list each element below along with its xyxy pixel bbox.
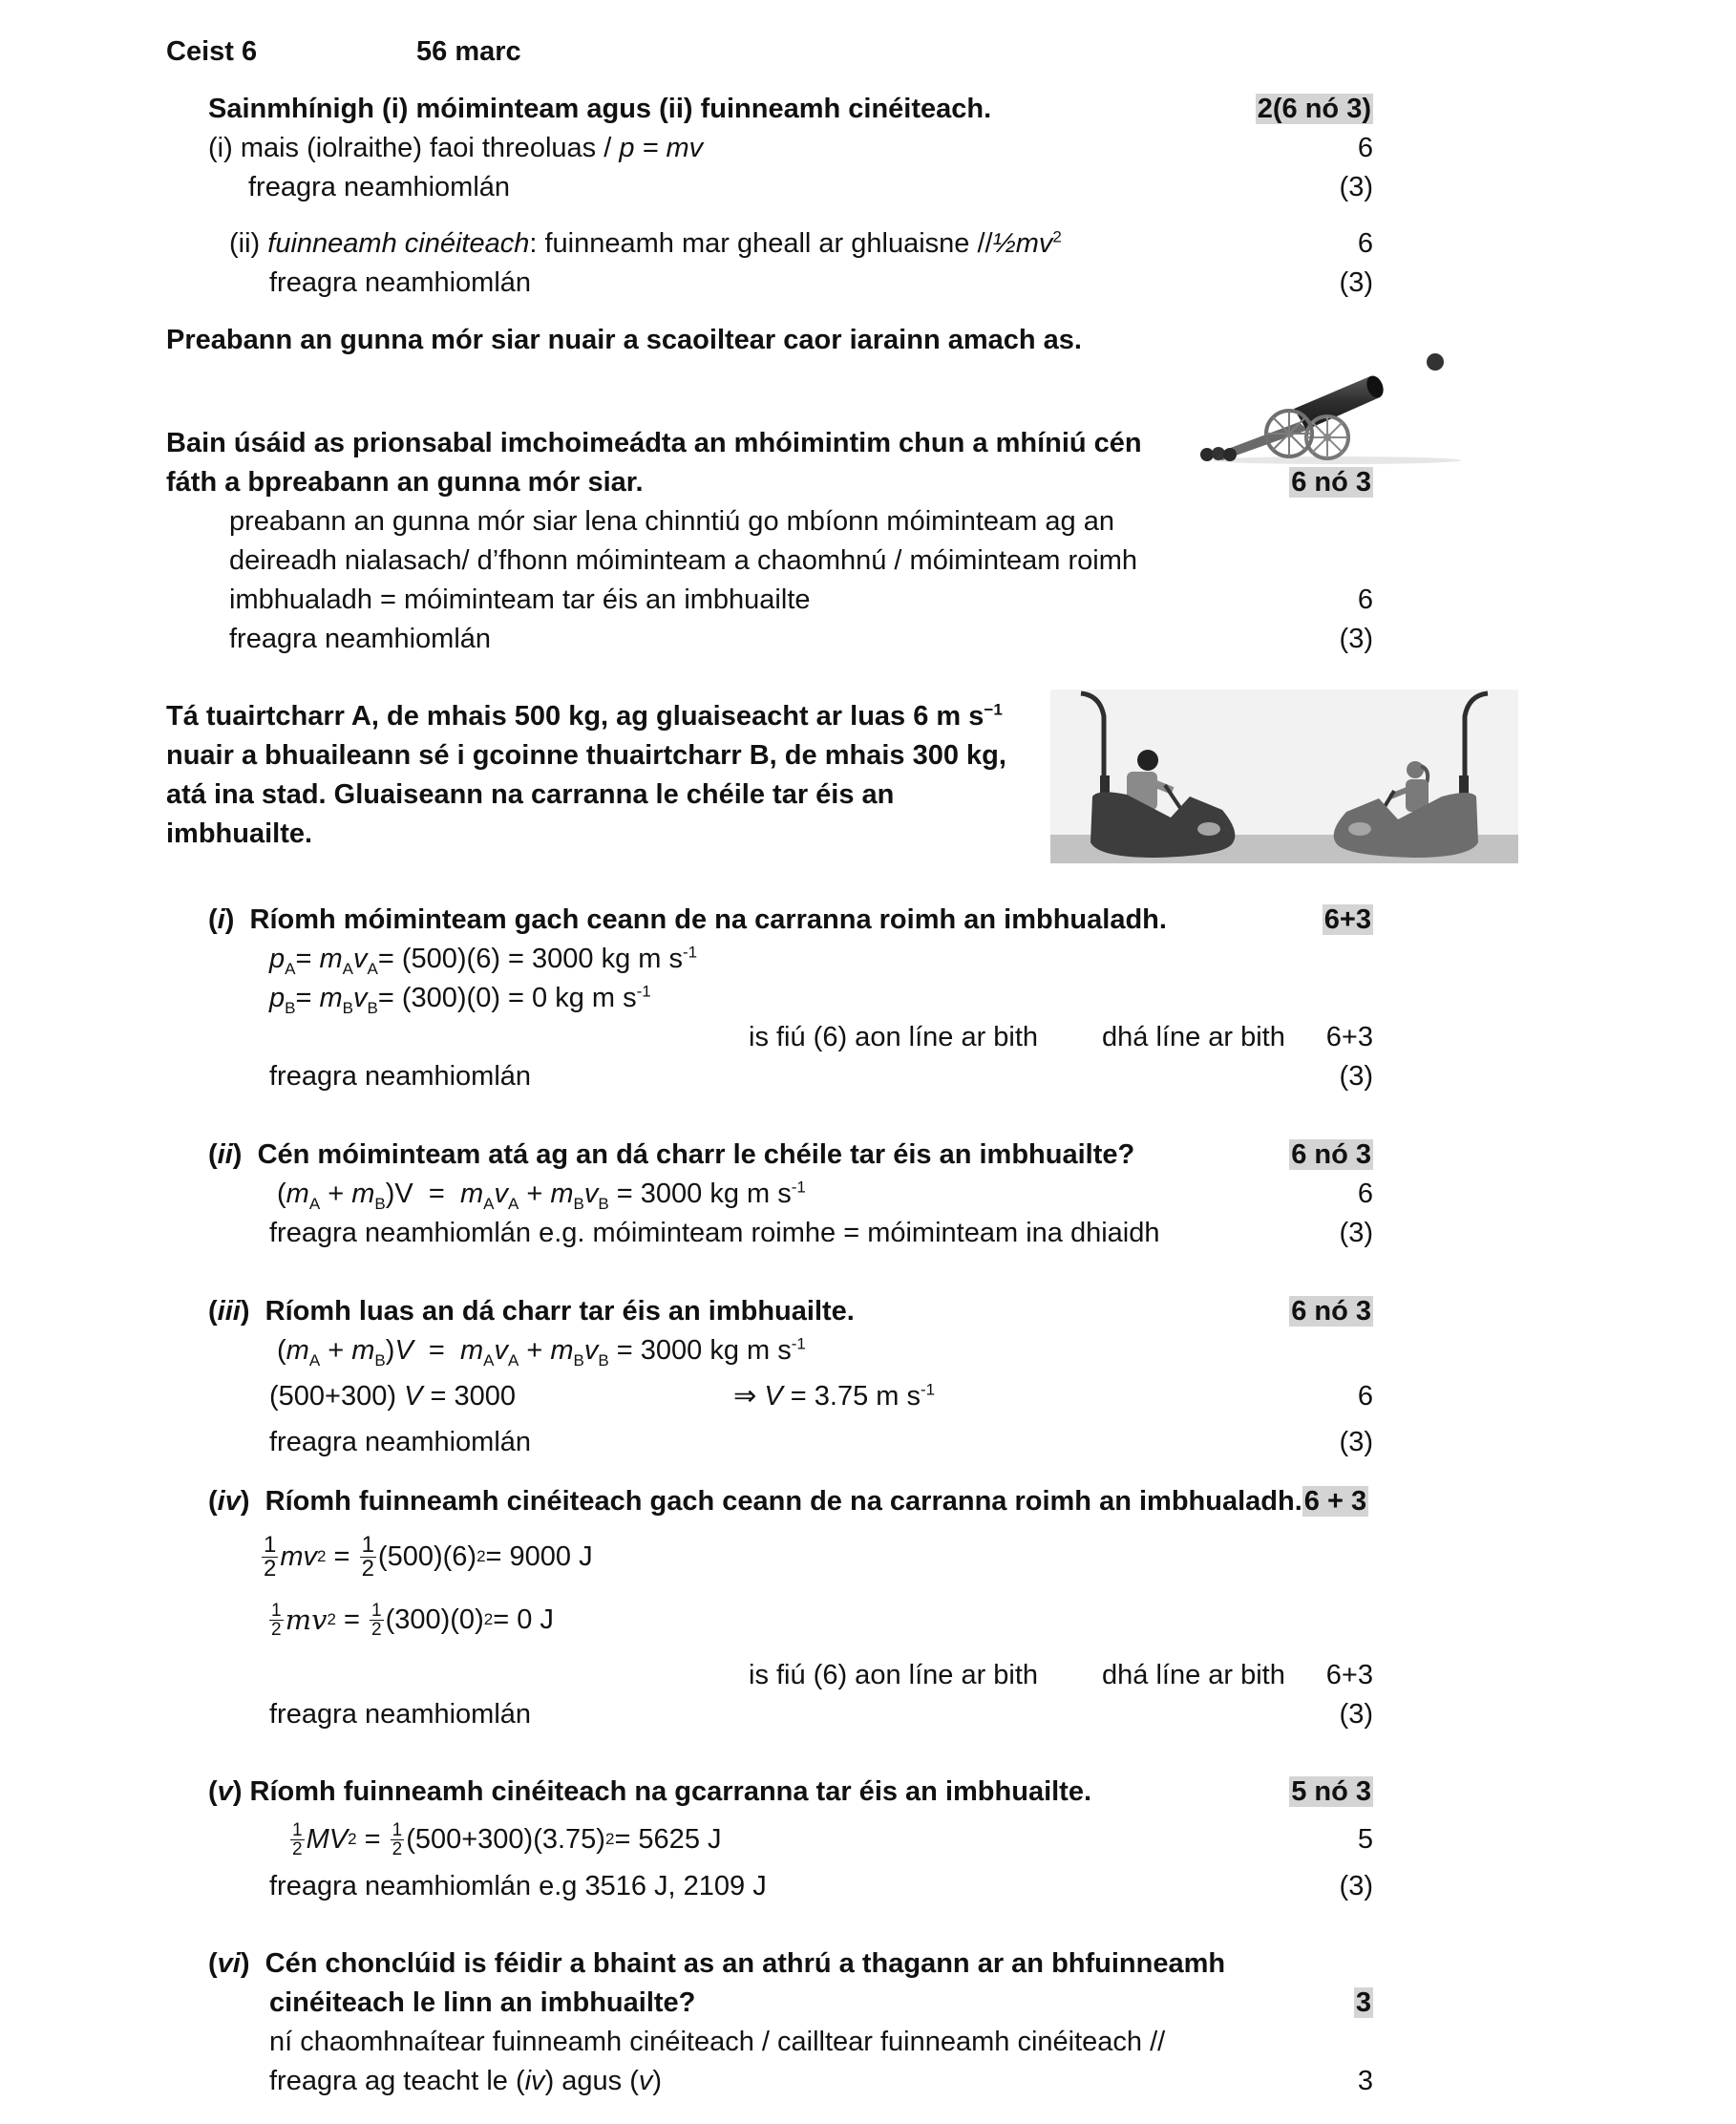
- question-iv-any-two-lines: dhá líne ar bith: [1102, 1660, 1285, 1690]
- question-vi-prompt-line1: (vi) Cén chonclúid is féidir a bhaint as an athrú a thagann ar an bhfuinneamh: [208, 1948, 1226, 1979]
- question-iii-partial: freagra neamhiomlán: [269, 1427, 532, 1457]
- bumper-line3: atá ina stad. Gluaiseann na carranna le chéile tar éis an: [166, 779, 895, 810]
- question-ii-equation-mark: 6: [1357, 1179, 1373, 1209]
- question-number: Ceist 6: [166, 36, 258, 67]
- question-iv-prompt: (iv) Ríomh fuinneamh cinéiteach gach ceann de na carranna roimh an imbhualadh.6 + 3: [208, 1486, 1367, 1517]
- question-ii-partial: freagra neamhiomlán e.g. móiminteam roimhe = móiminteam ina dhiaidh: [269, 1218, 1160, 1248]
- cannon-answer-line2: deireadh nialasach/ d’fhonn móiminteam a chaomhnú / móiminteam roimh: [229, 545, 1138, 576]
- cannon-prompt-line2: fáth a bpreabann an gunna mór siar.: [166, 467, 644, 498]
- question-iii-result: ⇒ V = 3.75 m $s^{-1}$: [733, 1380, 936, 1412]
- question-iv-mark: 6 + 3: [1303, 1486, 1367, 1517]
- ke-after-collision: $\frac{1}{2}$ MV 2 = $\frac{1}{2}$ (500+300)(3.75) 2 = 5625 J: [292, 1819, 722, 1859]
- question-iii-calc-mark: 6: [1357, 1381, 1373, 1412]
- definition-i-mark: 6: [1357, 133, 1373, 163]
- question-ii-mark: 6 nó 3: [1291, 1139, 1371, 1170]
- question-i-prompt: (i) Ríomh móiminteam gach ceann de na carranna roimh an imbhualadh.: [208, 904, 1167, 935]
- cannon-answer-line3: imbhualadh = móiminteam tar éis an imbhuailte: [229, 584, 811, 615]
- cannon-answer-line1: preabann an gunna mór siar lena chinntiú go mbíonn móiminteam ag an: [229, 506, 1114, 537]
- bumper-line1: Tá tuairtcharr A, de mhais 500 kg, ag gluaiseacht ar luas 6 m $s^{-1}$: [166, 700, 1003, 732]
- question-i-any-two-mark: 6+3: [1325, 1022, 1373, 1052]
- definition-ii-mark: 6: [1357, 228, 1373, 259]
- bumper-line2: nuair a bhuaileann sé i gcoinne thuairtcharr B, de mhais 300 kg,: [166, 740, 1006, 771]
- cannon-partial: freagra neamhiomlán: [229, 624, 492, 654]
- ke-before-car-a: $\frac{1}{2}$ mv 2 = $\frac{1}{2}$ (500)(6) 2 = 9000 J: [264, 1531, 593, 1582]
- cannon-partial-mark: (3): [1339, 624, 1373, 654]
- cannon-image: [1184, 334, 1490, 468]
- cannon-statement: Preabann an gunna mór siar nuair a scaoiltear caor iarainn amach as.: [166, 325, 1082, 355]
- cannon-mark: 6 nó 3: [1291, 467, 1371, 498]
- question-i-any-two-lines: dhá líne ar bith: [1102, 1022, 1285, 1052]
- question-ii-prompt: (ii) Cén móiminteam atá ag an dá charr le chéile tar éis an imbhuailte?: [208, 1139, 1135, 1170]
- definition-ii-answer: (ii) fuinneamh cinéiteach: fuinneamh mar gheall ar ghluaisne $//\frac{1}{2}mv^2$: [229, 227, 1062, 259]
- momentum-a-line: $p_A= m_Av_A= (500)(6) = 3000$ kg m $s^{-1}$: [269, 943, 698, 978]
- question-vi-answer-line2: freagra ag teacht le (iv) agus (v): [269, 2066, 663, 2096]
- definition-i-partial: freagra neamhiomlán: [248, 172, 511, 202]
- definitions-mark: 2(6 nó 3): [1257, 94, 1371, 124]
- question-vi-answer-mark: 3: [1357, 2066, 1373, 2096]
- question-ii-partial-mark: (3): [1339, 1218, 1373, 1248]
- question-i-any-one-line: is fiú (6) aon líne ar bith: [749, 1022, 1039, 1052]
- question-vi-mark: 3: [1355, 1987, 1371, 2018]
- question-v-partial-mark: (3): [1339, 1871, 1373, 1901]
- question-vi-answer-line1: ní chaomhnaítear fuinneamh cinéiteach / cailltear fuinneamh cinéiteach //: [269, 2027, 1166, 2057]
- question-ii-equation: $(m_A + m_B)V = m_Av_A + m_Bv_B = 3000$ kg m $s^{-1}$: [277, 1178, 806, 1213]
- definition-ii-partial-mark: (3): [1339, 267, 1373, 298]
- definition-i-partial-mark: (3): [1339, 172, 1373, 202]
- question-iv-partial: freagra neamhiomlán: [269, 1699, 532, 1730]
- question-iii-prompt: (iii) Ríomh luas an dá charr tar éis an imbhuailte.: [208, 1296, 855, 1327]
- question-v-prompt: (v) Ríomh fuinneamh cinéiteach na gcarranna tar éis an imbhuailte.: [208, 1776, 1092, 1807]
- question-iii-partial-mark: (3): [1339, 1427, 1373, 1457]
- question-iv-partial-mark: (3): [1339, 1699, 1373, 1730]
- definition-ii-partial: freagra neamhiomlán: [269, 267, 532, 298]
- question-i-mark: 6+3: [1323, 904, 1371, 935]
- question-iii-calc-left: (500+300) V = 3000: [269, 1381, 516, 1412]
- definition-i-answer: (i) mais (iolraithe) faoi threoluas / p = mv: [208, 133, 704, 163]
- question-v-equation-mark: 5: [1357, 1824, 1373, 1855]
- definitions-prompt: Sainmhínigh (i) móiminteam agus (ii) fuinneamh cinéiteach.: [208, 94, 992, 124]
- question-iii-mark: 6 nó 3: [1291, 1296, 1371, 1327]
- momentum-b-line: $p_B= m_Bv_B= (300)(0) = 0$ kg m $s^{-1}$: [269, 982, 651, 1017]
- bumper-line4: imbhuailte.: [166, 818, 313, 849]
- total-marks: 56 marc: [416, 36, 521, 67]
- ke-before-car-b: $\frac{1}{2}$ mv 2 = $\frac{1}{2}$ (300)(0) 2 = 0 J: [271, 1600, 554, 1640]
- question-v-mark: 5 nó 3: [1291, 1776, 1371, 1807]
- cannon-answer-mark: 6: [1357, 584, 1373, 615]
- question-iv-any-one-line: is fiú (6) aon líne ar bith: [749, 1660, 1039, 1690]
- question-i-partial: freagra neamhiomlán: [269, 1061, 532, 1092]
- question-iii-equation: $(m_A + m_B)V = m_Av_A + m_Bv_B = 3000$ kg m $s^{-1}$: [277, 1334, 806, 1370]
- question-i-partial-mark: (3): [1339, 1061, 1373, 1092]
- question-v-partial: freagra neamhiomlán e.g 3516 J, 2109 J: [269, 1871, 767, 1901]
- bumper-cars-image: [1050, 690, 1518, 863]
- question-iv-any-two-mark: 6+3: [1325, 1660, 1373, 1690]
- question-vi-prompt-line2: cinéiteach le linn an imbhuailte?: [269, 1987, 696, 2018]
- cannon-prompt-line1: Bain úsáid as prionsabal imchoimeádta an mhóimintim chun a mhíniú cén: [166, 428, 1142, 458]
